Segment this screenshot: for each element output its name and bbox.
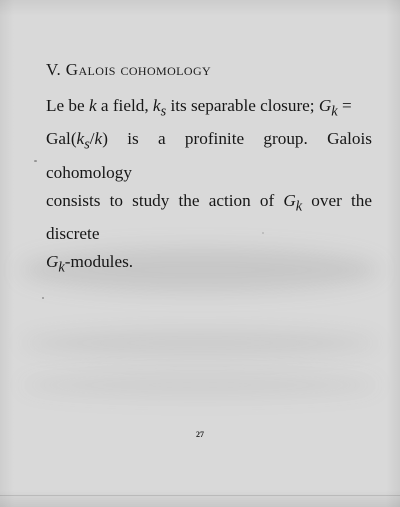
body-paragraph [46,92,372,282]
paragraph-line: consists to study the action of $G_k$ over the discrete [46,190,373,244]
paragraph-line: $Gal(k_s/k)$ is a profinite group. Galois cohomology [46,129,372,182]
scan-shadow [20,328,380,358]
scan-speck [42,297,44,299]
page-number: 27 [196,430,204,439]
paragraph-line: Le be k a field, $k_s$ its separable closure; $G_k$ = [46,96,352,120]
page-edge [0,495,400,496]
paragraph-line: $G_k$-modules. [46,252,134,276]
scan-shadow [20,372,380,398]
section-heading: V. Galois cohomology [46,60,212,79]
scan-speck [34,160,37,162]
